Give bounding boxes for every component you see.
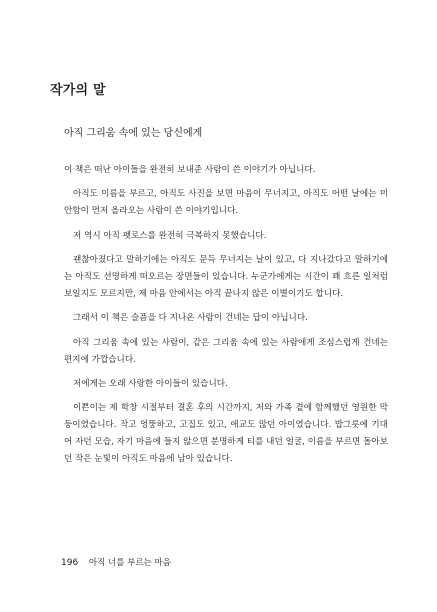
page-footer xyxy=(61,556,171,568)
running-title: 아직 너를 부르는 마음 xyxy=(88,558,171,568)
body-text xyxy=(64,162,388,476)
paragraph: 저에게는 오래 사랑한 아이들이 있습니다. xyxy=(73,379,228,390)
paragraph: 아직 그리움 속에 있는 사람이, 같은 그리움 속에 있는 사람에게 조심스럽게 건네는 편지에 가깝습니다. xyxy=(64,337,388,365)
paragraph: 이쁜이는 제 학창 시절부터 결혼 후의 시간까지, 저와 가족 곁에 함께했던 영원한 막둥이였습니다. 작고 엉뚱하고, 고집도 있고, 애교도 많던 아이였습니다. 밥그릇에 기대어 자던 모습, 자기 마음에 들지 않으면 분명하게 티를 내던 얼굴, 이름을 부르면 돌아보던 작은 눈빛이 아직도 마음에 남아 있습니다. xyxy=(64,403,388,465)
paragraph: 아직도 이름을 부르고, 아직도 사진을 보면 마음이 무너지고, 아직도 어떤 날에는 미안함이 먼저 올라오는 사람이 쓴 이야기입니다. xyxy=(64,189,388,217)
chapter-subtitle: 아직 그리움 속에 있는 당신에게 xyxy=(64,128,203,139)
paragraph: 괜찮아졌다고 말하기에는 아직도 문득 무너지는 날이 있고, 다 지나갔다고 말하기에는 아직도 선명하게 떠오르는 장면들이 있습니다. 누군가에게는 시간이 꽤 흐른 일처럼 보일지도 모르지만, 제 마음 안에서는 아직 끝나지 않은 이별이기도 합니다. xyxy=(64,255,388,299)
paragraph: 이 책은 떠난 아이들을 완전히 보내준 사람이 쓴 이야기가 아닙니다. xyxy=(64,165,316,175)
chapter-title: 작가의 말 xyxy=(50,83,106,98)
page-number: 196 xyxy=(61,558,79,568)
paragraph: 저 역시 아직 펫로스를 완전히 극복하지 못했습니다. xyxy=(73,230,267,241)
paragraph: 그래서 이 책은 슬픔을 다 지나온 사람이 건네는 답이 아닙니다. xyxy=(73,313,308,324)
